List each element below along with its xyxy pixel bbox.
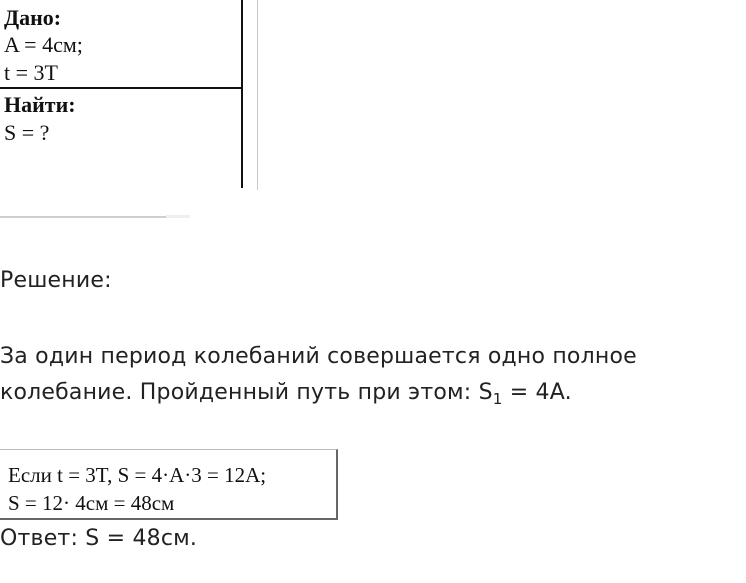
subscript-one: 1 bbox=[492, 390, 503, 408]
calculation-box bbox=[0, 449, 338, 520]
find-path: S = ? bbox=[4, 120, 50, 145]
solution-label: Решение: bbox=[0, 268, 112, 293]
given-amplitude: A = 4см; bbox=[4, 32, 83, 57]
table-horizontal-divider bbox=[0, 87, 243, 89]
given-heading: Дано: bbox=[4, 5, 62, 30]
divider-line-fade bbox=[166, 215, 190, 218]
table-vertical-divider bbox=[241, 0, 243, 188]
solution-paragraph-line2 bbox=[0, 380, 572, 406]
calc-line-1: Если t = 3T, S = 4·A·3 = 12A; bbox=[8, 463, 267, 487]
calc-line-2: S = 12· 4см = 48см bbox=[8, 491, 175, 515]
paragraph-line2-suffix: = 4A. bbox=[502, 380, 572, 405]
solution-paragraph-line1: За один период колебаний совершается одно полное bbox=[0, 344, 637, 369]
paragraph-line2-prefix: колебание. Пройденный путь при этом: S bbox=[0, 380, 493, 405]
given-time: t = 3T bbox=[4, 60, 58, 85]
given-find-table bbox=[0, 0, 260, 192]
find-heading: Найти: bbox=[4, 92, 76, 117]
divider-line bbox=[0, 216, 166, 218]
answer-line: Ответ: S = 48см. bbox=[0, 526, 198, 551]
table-edge-shadow bbox=[257, 0, 258, 190]
